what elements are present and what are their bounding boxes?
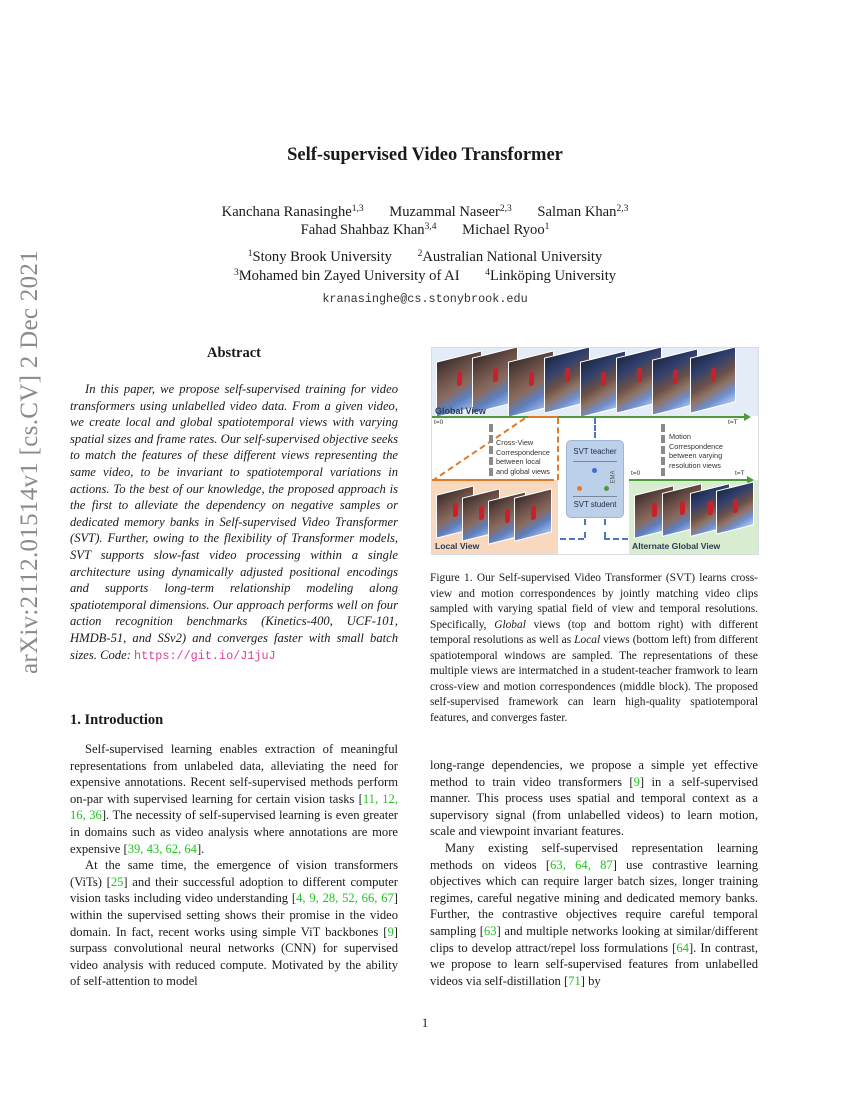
alternate-timeline bbox=[629, 479, 747, 481]
affiliation-name: Mohamed bin Zayed University of AI bbox=[238, 268, 460, 284]
citation-link[interactable]: 9 bbox=[387, 924, 394, 939]
text: ]. In contrast, we propose to learn self-supervised features from unlabelled videos via self-distillation [ bbox=[430, 940, 758, 988]
page-number: 1 bbox=[421, 1016, 429, 1030]
student-input-arrow bbox=[604, 519, 606, 538]
author-name: Salman Khan bbox=[537, 204, 617, 220]
text: ] in a self-supervised manner. This process uses spatial and temporal context as a supervisory signal (from unlabelled videos) to learn motion, scale and viewpoint invariant features. bbox=[430, 774, 759, 839]
citation-link[interactable]: 9 bbox=[633, 774, 640, 789]
intro-paragraph-4 bbox=[430, 840, 758, 989]
citation-link[interactable]: 64 bbox=[676, 940, 689, 955]
author-affiliation: 2,3 bbox=[499, 204, 512, 214]
text: ] surpass convolutional neural networks (CNN) for supervised video analysis with reduced compute. Motivated by the ability of self-attention to model bbox=[70, 924, 398, 989]
citation-link[interactable]: 71 bbox=[568, 973, 581, 988]
affiliation-name: Stony Brook University bbox=[252, 249, 392, 265]
note-line: resolution views bbox=[669, 460, 721, 470]
text: ]. The necessity of self-supervised learning is even greater in domains such as video analysis where annotations are more expensive [ bbox=[70, 808, 398, 856]
authors-line-1 bbox=[0, 203, 850, 221]
video-frame bbox=[690, 347, 736, 414]
affiliation-number: 2 bbox=[417, 249, 423, 259]
local-timeline bbox=[432, 479, 554, 481]
intro-paragraph-2 bbox=[70, 857, 398, 990]
figure-1-caption bbox=[430, 571, 758, 726]
caption-label: Figure 1. bbox=[430, 572, 473, 584]
code-link[interactable]: https://git.io/J1juJ bbox=[134, 648, 276, 663]
student-input-line bbox=[604, 538, 628, 540]
svt-model-block bbox=[566, 440, 624, 518]
code-label: Code: bbox=[100, 647, 131, 662]
arxiv-stamp: arXiv:2112.01514v1 [cs.CV] 2 Dec 2021 bbox=[16, 250, 43, 674]
abstract-text: In this paper, we propose self-supervised training for video transformers using unlabelled video data. From a given video, we create local and global spatiotemporal views with varying spatial sizes and frame rates. Our self-supervised objective seeks to match the features of these different views representing the same video, to be invariant to spatiotemporal variations in actions. To the best of our knowledge, the proposed approach is the first to alleviate the dependency on negative samples or dedicated memory banks in Self-supervised Video Transformer (SVT). Further, owing to the flexibility of Transformer models, SVT supports slow-fast video processing within a single architecture using dynamically adjusted positional encodings and supports long-term relationship modeling along spatiotemporal dimensions. Our approach performs well on four action recognition benchmarks (Kinetics-400, UCF-101, HMDB-51, and SSv2) and converges faster with small batch sizes. bbox=[70, 382, 398, 662]
affiliations-line-2 bbox=[0, 267, 850, 285]
caption-text: Our Self-supervised Video Transformer (SVT) learns cross-view and motion correspondences by jointly matching video clips sampled with varying spatial field of view and temporal resolutions. Specifically, bbox=[430, 572, 758, 631]
student-input-arrow bbox=[584, 519, 586, 538]
affiliation-number: 3 bbox=[233, 268, 239, 278]
student-input-line bbox=[560, 538, 584, 540]
citation-link[interactable]: 63 bbox=[484, 923, 497, 938]
authors-line-2 bbox=[0, 221, 850, 239]
author-name: Fahad Shahbaz Khan bbox=[300, 222, 425, 238]
author-email[interactable]: kranasinghe@cs.stonybrook.edu bbox=[322, 292, 528, 306]
author-name: Kanchana Ranasinghe bbox=[221, 204, 352, 220]
caption-text: views (top and bottom right) with different temporal resolutions as well as bbox=[430, 618, 758, 646]
intro-left-column bbox=[70, 741, 398, 990]
student-node-icon bbox=[577, 486, 582, 491]
text: ]. bbox=[196, 841, 205, 856]
note-line: Correspondence bbox=[669, 441, 723, 451]
note-line: Motion bbox=[669, 432, 691, 441]
note-line: and global views bbox=[496, 466, 550, 476]
caption-emphasis: Local bbox=[574, 634, 601, 646]
global-timeline bbox=[432, 416, 744, 418]
paper-title: Self-supervised Video Transformer bbox=[287, 145, 563, 165]
author-name: Muzammal Naseer bbox=[389, 204, 500, 220]
intro-right-column bbox=[430, 757, 758, 989]
motion-arrow-icon bbox=[661, 424, 665, 476]
svt-student-label: SVT student bbox=[573, 500, 617, 509]
abstract-heading: Abstract bbox=[207, 345, 261, 361]
text: ] and multiple networks looking at similar/different clips to develop attract/repel loss formulations [ bbox=[430, 923, 758, 955]
local-view-label: Local View bbox=[435, 541, 480, 551]
t-start-label: t=0 bbox=[631, 470, 641, 477]
timeline-arrow-icon bbox=[744, 413, 751, 421]
local-window-marker bbox=[528, 416, 558, 418]
intro-paragraph-1 bbox=[70, 741, 398, 857]
text: ] by bbox=[580, 973, 601, 988]
author-affiliation: 2,3 bbox=[616, 204, 629, 214]
caption-emphasis: Global bbox=[494, 618, 526, 631]
citation-link[interactable]: 25 bbox=[110, 874, 124, 889]
affiliation-name: Australian National University bbox=[422, 249, 603, 265]
affiliation-name: Linköping University bbox=[489, 268, 617, 284]
abstract-body bbox=[70, 381, 398, 664]
introduction-heading: 1. Introduction bbox=[70, 712, 164, 728]
text: Many existing self-supervised representation learning methods on videos [ bbox=[430, 840, 758, 872]
cross-view-note bbox=[496, 438, 550, 476]
author-affiliation: 1,3 bbox=[351, 204, 364, 214]
global-view-label: Global View bbox=[435, 406, 486, 416]
caption-text: views (bottom left) from different spatiotemporal windows are sampled. The representations of these multiple views are intermatched in a student-teacher framwork to learn cross-view and motion correspondences (middle block). The proposed self-supervised framework can learn high-quality spatiotemporal features, and converges faster. bbox=[430, 634, 758, 724]
local-window-guide bbox=[557, 418, 559, 480]
divider bbox=[573, 461, 617, 462]
affiliations-line-1 bbox=[0, 248, 850, 266]
citation-link[interactable]: 63, 64, 87 bbox=[550, 857, 613, 872]
citation-link[interactable]: 11, 12, 16, 36 bbox=[70, 791, 398, 823]
text: Self-supervised learning enables extraction of meaningful representations from unlabeled data, alleviating the need for expensive annotations. Recent self-supervised methods perform on-par with supervised learning for certain vision tasks [ bbox=[70, 742, 398, 806]
author-name: Michael Ryoo bbox=[462, 222, 545, 238]
citation-link[interactable]: 39, 43, 62, 64 bbox=[127, 841, 197, 856]
text: ] and their successful adoption to different computer vision tasks including video understanding [ bbox=[70, 874, 398, 906]
note-line: between varying bbox=[669, 451, 723, 460]
intro-paragraph-3 bbox=[430, 757, 758, 840]
t-start-label: t=0 bbox=[434, 419, 444, 426]
teacher-input-arrow bbox=[594, 418, 596, 438]
affiliation-number: 1 bbox=[247, 249, 253, 259]
author-affiliation: 3,4 bbox=[424, 222, 437, 232]
svt-teacher-label: SVT teacher bbox=[573, 447, 617, 456]
text: ] use contrastive learning objectives which can require larger batch sizes, longer training regimes, careful negative mining and dedicated memory banks. Further, the contrastive objectives require careful temporal sampling [ bbox=[430, 857, 758, 938]
divider bbox=[573, 496, 617, 497]
note-line: Correspondence bbox=[496, 447, 550, 457]
figure-1-diagram bbox=[431, 347, 759, 555]
motion-note bbox=[669, 432, 723, 470]
affiliation-number: 4 bbox=[485, 268, 490, 278]
citation-link[interactable]: 4, 9, 28, 52, 66, 67 bbox=[296, 891, 394, 906]
student-node-icon bbox=[604, 486, 609, 491]
alternate-global-view-label: Alternate Global View bbox=[632, 541, 721, 551]
cross-view-arrow-icon bbox=[489, 424, 493, 476]
ema-label: EMA bbox=[610, 470, 617, 484]
note-line: Cross-View bbox=[496, 438, 534, 447]
author-affiliation: 1 bbox=[544, 222, 550, 232]
text: At the same time, the emergence of vision transformers (ViTs) [ bbox=[70, 858, 398, 889]
text: long-range dependencies, we propose a simple yet effective method to train video transformers [ bbox=[430, 758, 758, 789]
note-line: between local bbox=[496, 457, 541, 466]
teacher-node-icon bbox=[592, 468, 597, 473]
text: ] within the supervised setting shows their promise in the video domain. In fact, recent works using simple ViT backbones [ bbox=[70, 891, 398, 939]
t-end-label: t=T bbox=[728, 419, 738, 426]
t-end-label: t=T bbox=[735, 470, 745, 477]
